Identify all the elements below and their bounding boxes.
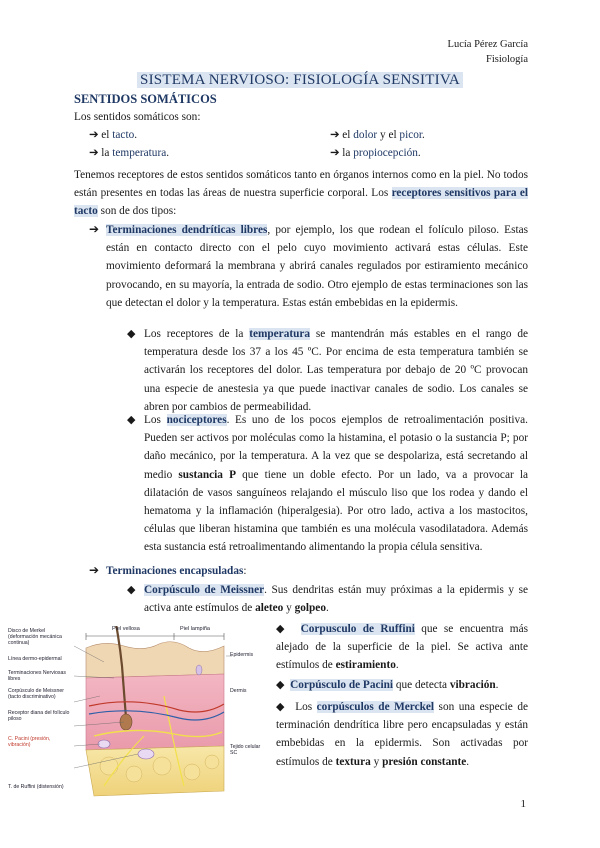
page-title-text: SISTEMA NERVIOSO: FISIOLOGÍA SENSITIVA [137, 72, 463, 88]
figure-label-libres: Terminaciones Nerviosas libres [8, 670, 66, 682]
diamond-bullet-icon: ◆ [276, 623, 288, 635]
figure-label-foliculo: Receptor diana del folículo piloso [8, 710, 70, 722]
arrow-icon: ➔ [89, 563, 100, 577]
arrow-icon: ➔ [89, 129, 99, 141]
merckel-paragraph: ◆ Los corpúsculos de Merckel son una especie de terminación dendrítica libre pero encapsuladas y están embebidas en la epidermis. Son activadas por estímulos de textura y presión constante. [276, 701, 528, 768]
diamond-bullet-icon: ◆ [127, 328, 136, 340]
diamond-bullet-icon: ◆ [276, 679, 285, 691]
skin-diagram [8, 626, 266, 804]
nociceptores-paragraph: Los nociceptores. Es uno de los pocos ejemplos de retroalimentación positiva. Pueden ser activos por moléculas como la histamina, el potasio o la sustancia P; por daño mecánico, por la temperatura. A la vez que se despolariza, está secretando al medio sustancia P que tiene un doble efecto. Por un lado, va a provocar la dilatación de vasos sanguíneos relajando el músculo liso que los rodea y dando el hematoma y la inflamación (hiperalgesia). Por otro lado, activa a los mastocitos, células que liberan histamina que también es una molécula vasodilatadora. Además esta sustancia está retroalimentando alimentando la propia célula sensitiva. [144, 414, 529, 554]
page-number: 1 [520, 798, 526, 810]
figure-label-tejido: Tejido celular SC [230, 744, 261, 756]
sense-dolor: ➔ el dolor y el picor. [330, 129, 425, 141]
figure-label-ruffini: T. de Ruffini (distensión) [8, 784, 64, 790]
figure-label-dermis: Dermis [230, 688, 247, 694]
libres-paragraph: Terminaciones dendríticas libres, por ejemplo, los que rodean el folículo piloso. Estas están en contacto directo con el pelo cuyo movimiento activará estas células. Este movimiento deformará la membrana y abrirá canales regulados por estiramiento mecánico provocando, en su mayoría, la entrada de sodio. Otro ejemplo de estas terminaciones son las que detectan el dolor y la temperatura. Estas están embebidas en la epidermis. [106, 224, 529, 309]
figure-label-epidermis: Epidermis [230, 652, 254, 658]
section-heading: SENTIDOS SOMÁTICOS [74, 92, 217, 106]
arrow-icon: ➔ [330, 129, 340, 141]
figure-label-piel-lampina: Piel lampiña [180, 626, 210, 632]
temperatura-paragraph: Los receptores de la temperatura se mantendrán más estables en el rango de temperatura desde los 37 a los 45 ºC. Por encima de esta temperatura también se activarán los receptores del dolor. Las temperatura por debajo de 20 ºC provocan una especie de anestesia ya que puede inactivar canales de sodio. Los canales se abren por cambios de permeabilidad. [144, 328, 528, 413]
ruffini-paragraph: ◆ Corpusculo de Ruffini que se encuentra más alejado de la superficie de la piel. Se activa ante estímulos de estiramiento. [276, 623, 528, 672]
figure-label-linea: Línea dermo-epidermal [8, 656, 62, 662]
figure-label-merkel: Disco de Merkel (deformación mecánica continua) [8, 628, 62, 646]
meissner-paragraph: Corpúsculo de Meissner. Sus dendritas están muy próximas a la epidermis y se activa ante estímulos de aleteo y golpeo. [144, 584, 528, 615]
diamond-bullet-icon: ◆ [127, 584, 136, 596]
arrow-icon: ➔ [89, 147, 99, 159]
subject-name: Fisiología [485, 54, 528, 65]
arrow-icon: ➔ [89, 222, 100, 236]
figure-label-meissner: Corpúsculo de Meissner (tacto discriminativo) [8, 688, 64, 700]
diamond-bullet-icon: ◆ [127, 414, 136, 426]
encapsuladas-heading: Terminaciones encapsuladas: [106, 565, 247, 577]
sense-propiocepcion: ➔ la propiocepción. [330, 147, 421, 159]
intro-text: Los sentidos somáticos son: [74, 111, 201, 123]
sense-temperatura: ➔ la temperatura. [89, 147, 170, 159]
sense-tacto: ➔ el tacto. [89, 129, 138, 141]
author-name: Lucía Pérez García [447, 39, 528, 50]
figure-label-piel-vellosa: Piel vellosa [112, 626, 140, 632]
figure-label-pacini: C. Pacini (presión, vibración) [8, 736, 51, 748]
receptors-paragraph: Tenemos receptores de estos sentidos somáticos tanto en órganos internos como en la piel. No todos están presentes en todas las áreas de nuestra superficie corporal. Los receptores sensitivos para el tacto son de dos tipos: [74, 169, 529, 218]
arrow-icon: ➔ [330, 147, 340, 159]
diamond-bullet-icon: ◆ [276, 701, 287, 713]
page-title [0, 72, 600, 89]
pacini-paragraph: ◆ Corpúsculo de Pacini que detecta vibración. [276, 679, 499, 691]
